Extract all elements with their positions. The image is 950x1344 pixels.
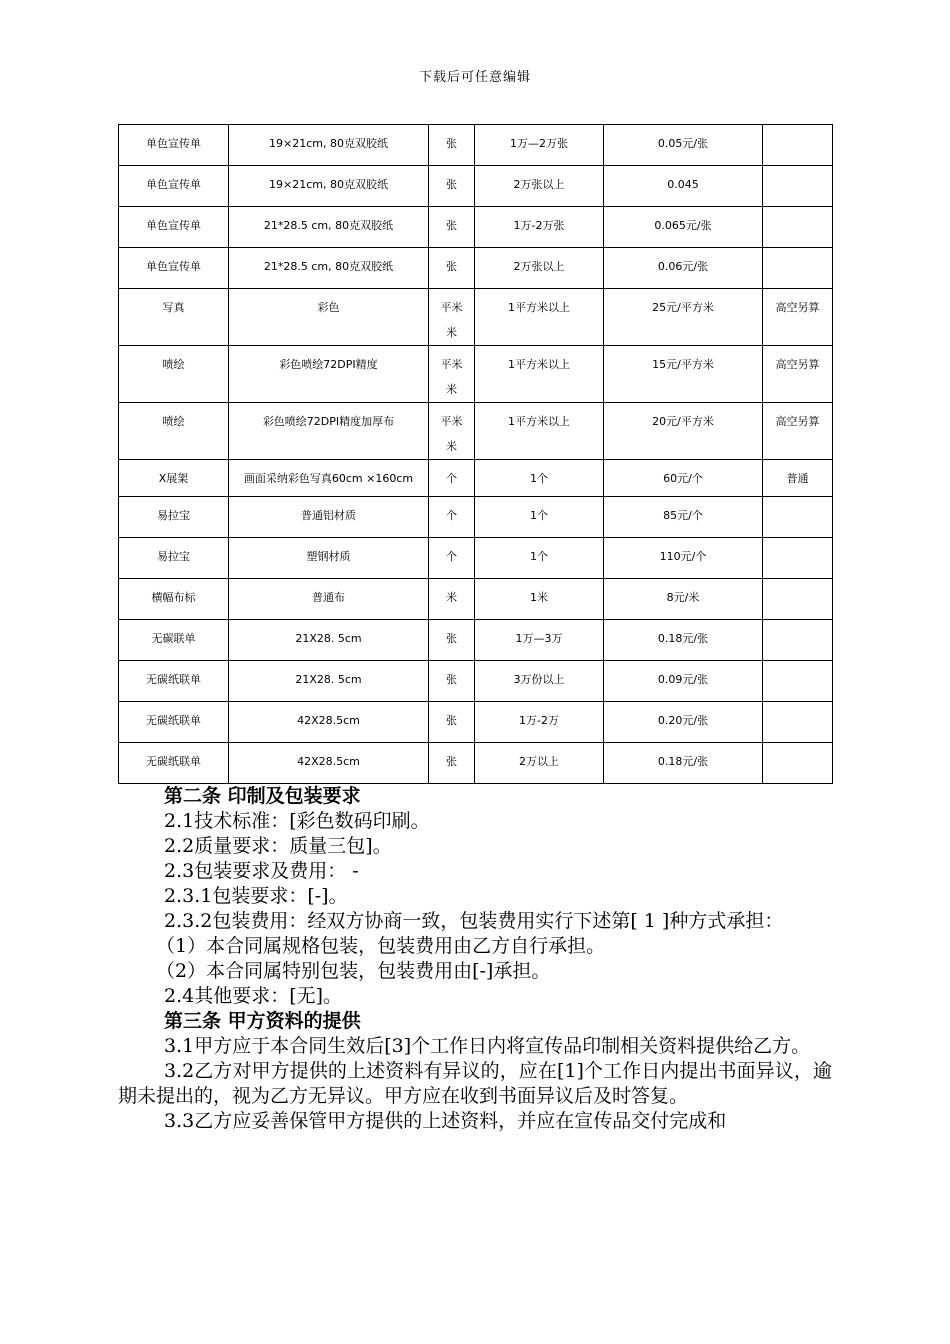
table-row xyxy=(119,620,833,661)
table-row xyxy=(119,403,833,460)
table-row xyxy=(119,661,833,702)
cell-quantity: 1万-2万 xyxy=(475,702,604,743)
cell-remark xyxy=(763,207,833,248)
cell-quantity: 1米 xyxy=(475,579,604,620)
cell-item-name: 无碳纸联单 xyxy=(119,702,229,743)
cell-remark xyxy=(763,743,833,784)
cell-item-name: 单色宣传单 xyxy=(119,166,229,207)
cell-unit-price: 0.065元/张 xyxy=(604,207,763,248)
table-row xyxy=(119,248,833,289)
clause-2-3-2: 2.3.2包装费用：经双方协商一致，包装费用实行下述第[ 1 ]种方式承担： xyxy=(164,910,784,932)
option-2: （2）本合同属特别包装，包装费用由[-]承担。 xyxy=(156,960,551,982)
cell-item-name: 写真 xyxy=(119,289,229,346)
cell-remark: 高空另算 xyxy=(763,403,833,460)
cell-spec: 彩色喷绘72DPI精度 xyxy=(229,346,429,403)
cell-spec: 普通铝材质 xyxy=(229,497,429,538)
cell-remark xyxy=(763,538,833,579)
cell-unit-price: 0.20元/张 xyxy=(604,702,763,743)
cell-quantity: 1平方米以上 xyxy=(475,403,604,460)
cell-unit: 平米 米 xyxy=(429,289,475,346)
cell-unit-price: 8元/米 xyxy=(604,579,763,620)
cell-quantity: 1万—2万张 xyxy=(475,125,604,166)
cell-quantity: 2万张以上 xyxy=(475,248,604,289)
cell-item-name: 喷绘 xyxy=(119,346,229,403)
cell-remark xyxy=(763,166,833,207)
cell-unit: 张 xyxy=(429,661,475,702)
cell-unit: 个 xyxy=(429,460,475,497)
cell-remark xyxy=(763,620,833,661)
cell-unit: 个 xyxy=(429,538,475,579)
cell-remark xyxy=(763,125,833,166)
cell-remark: 高空另算 xyxy=(763,289,833,346)
table-row xyxy=(119,497,833,538)
clause-3-2: 3.2乙方对甲方提供的上述资料有异议的，应在[1]个工作日内提出书面异议，逾期未提出的，视为乙方无异议。甲方应在收到书面异议后及时答复。 xyxy=(118,1060,832,1107)
cell-unit: 平米 米 xyxy=(429,403,475,460)
cell-unit: 张 xyxy=(429,125,475,166)
cell-unit: 米 xyxy=(429,579,475,620)
table-row xyxy=(119,346,833,403)
clause-2-4: 2.4其他要求：[无]。 xyxy=(164,985,343,1007)
article-2-title: 第二条 印制及包装要求 xyxy=(164,785,361,807)
clause-2-3: 2.3包装要求及费用： - xyxy=(164,860,359,882)
cell-unit: 个 xyxy=(429,497,475,538)
cell-quantity: 1平方米以上 xyxy=(475,289,604,346)
cell-item-name: 喷绘 xyxy=(119,403,229,460)
cell-spec: 19×21cm, 80克双胶纸 xyxy=(229,166,429,207)
cell-remark xyxy=(763,248,833,289)
cell-item-name: 无碳纸联单 xyxy=(119,661,229,702)
cell-remark xyxy=(763,702,833,743)
clause-2-1: 2.1技术标准：[彩色数码印刷。 xyxy=(164,810,430,832)
cell-spec: 42X28.5cm xyxy=(229,702,429,743)
cell-item-name: 无碳纸联单 xyxy=(119,743,229,784)
cell-quantity: 2万张以上 xyxy=(475,166,604,207)
cell-item-name: 易拉宝 xyxy=(119,538,229,579)
cell-spec: 21*28.5 cm, 80克双胶纸 xyxy=(229,207,429,248)
cell-unit: 张 xyxy=(429,702,475,743)
cell-unit: 张 xyxy=(429,166,475,207)
cell-unit: 张 xyxy=(429,207,475,248)
cell-item-name: X展架 xyxy=(119,460,229,497)
cell-remark xyxy=(763,661,833,702)
cell-unit-price: 25元/平方米 xyxy=(604,289,763,346)
cell-remark: 高空另算 xyxy=(763,346,833,403)
cell-unit-price: 20元/平方米 xyxy=(604,403,763,460)
table-row xyxy=(119,289,833,346)
clause-2-3-1: 2.3.1包装要求：[-]。 xyxy=(164,885,348,907)
cell-spec: 21X28. 5cm xyxy=(229,620,429,661)
table-row xyxy=(119,125,833,166)
cell-quantity: 1个 xyxy=(475,497,604,538)
cell-unit: 张 xyxy=(429,248,475,289)
cell-quantity: 1万—3万 xyxy=(475,620,604,661)
table-row xyxy=(119,207,833,248)
cell-unit-price: 110元/个 xyxy=(604,538,763,579)
table-row xyxy=(119,166,833,207)
cell-quantity: 1个 xyxy=(475,460,604,497)
cell-unit: 平米 米 xyxy=(429,346,475,403)
cell-quantity: 1万-2万张 xyxy=(475,207,604,248)
cell-spec: 19×21cm, 80克双胶纸 xyxy=(229,125,429,166)
cell-unit-price: 0.045 xyxy=(604,166,763,207)
cell-quantity: 1平方米以上 xyxy=(475,346,604,403)
table-row xyxy=(119,743,833,784)
cell-spec: 彩色喷绘72DPI精度加厚布 xyxy=(229,403,429,460)
cell-unit-price: 0.09元/张 xyxy=(604,661,763,702)
cell-unit-price: 85元/个 xyxy=(604,497,763,538)
cell-item-name: 单色宣传单 xyxy=(119,207,229,248)
cell-quantity: 2万以上 xyxy=(475,743,604,784)
clause-3-3: 3.3乙方应妥善保管甲方提供的上述资料，并应在宣传品交付完成和 xyxy=(164,1110,727,1132)
cell-spec: 42X28.5cm xyxy=(229,743,429,784)
table-row xyxy=(119,702,833,743)
cell-spec: 塑钢材质 xyxy=(229,538,429,579)
cell-unit-price: 0.18元/张 xyxy=(604,743,763,784)
cell-remark: 普通 xyxy=(763,460,833,497)
table-row xyxy=(119,460,833,497)
article-3-title: 第三条 甲方资料的提供 xyxy=(164,1010,361,1032)
cell-item-name: 单色宣传单 xyxy=(119,125,229,166)
cell-spec: 普通布 xyxy=(229,579,429,620)
cell-spec: 21X28. 5cm xyxy=(229,661,429,702)
clause-2-2: 2.2质量要求：质量三包]。 xyxy=(164,835,392,857)
cell-spec: 彩色 xyxy=(229,289,429,346)
cell-item-name: 无碳联单 xyxy=(119,620,229,661)
cell-item-name: 横幅布标 xyxy=(119,579,229,620)
cell-item-name: 易拉宝 xyxy=(119,497,229,538)
cell-unit-price: 0.05元/张 xyxy=(604,125,763,166)
cell-unit: 张 xyxy=(429,620,475,661)
cell-unit: 张 xyxy=(429,743,475,784)
cell-unit-price: 0.18元/张 xyxy=(604,620,763,661)
cell-quantity: 1个 xyxy=(475,538,604,579)
cell-item-name: 单色宣传单 xyxy=(119,248,229,289)
clause-3-1: 3.1甲方应于本合同生效后[3]个工作日内将宣传品印制相关资料提供给乙方。 xyxy=(164,1035,811,1057)
cell-spec: 画面采纳彩色写真60cm ×160cm xyxy=(229,460,429,497)
contract-body xyxy=(118,784,832,1134)
cell-unit-price: 15元/平方米 xyxy=(604,346,763,403)
cell-quantity: 3万份以上 xyxy=(475,661,604,702)
cell-unit-price: 60元/个 xyxy=(604,460,763,497)
cell-spec: 21*28.5 cm, 80克双胶纸 xyxy=(229,248,429,289)
table-row xyxy=(119,579,833,620)
price-table xyxy=(118,124,833,784)
option-1: （1）本合同属规格包装，包装费用由乙方自行承担。 xyxy=(156,935,606,957)
table-row xyxy=(119,538,833,579)
cell-remark xyxy=(763,497,833,538)
cell-remark xyxy=(763,579,833,620)
page-header: 下载后可任意编辑 xyxy=(418,70,531,85)
cell-unit-price: 0.06元/张 xyxy=(604,248,763,289)
